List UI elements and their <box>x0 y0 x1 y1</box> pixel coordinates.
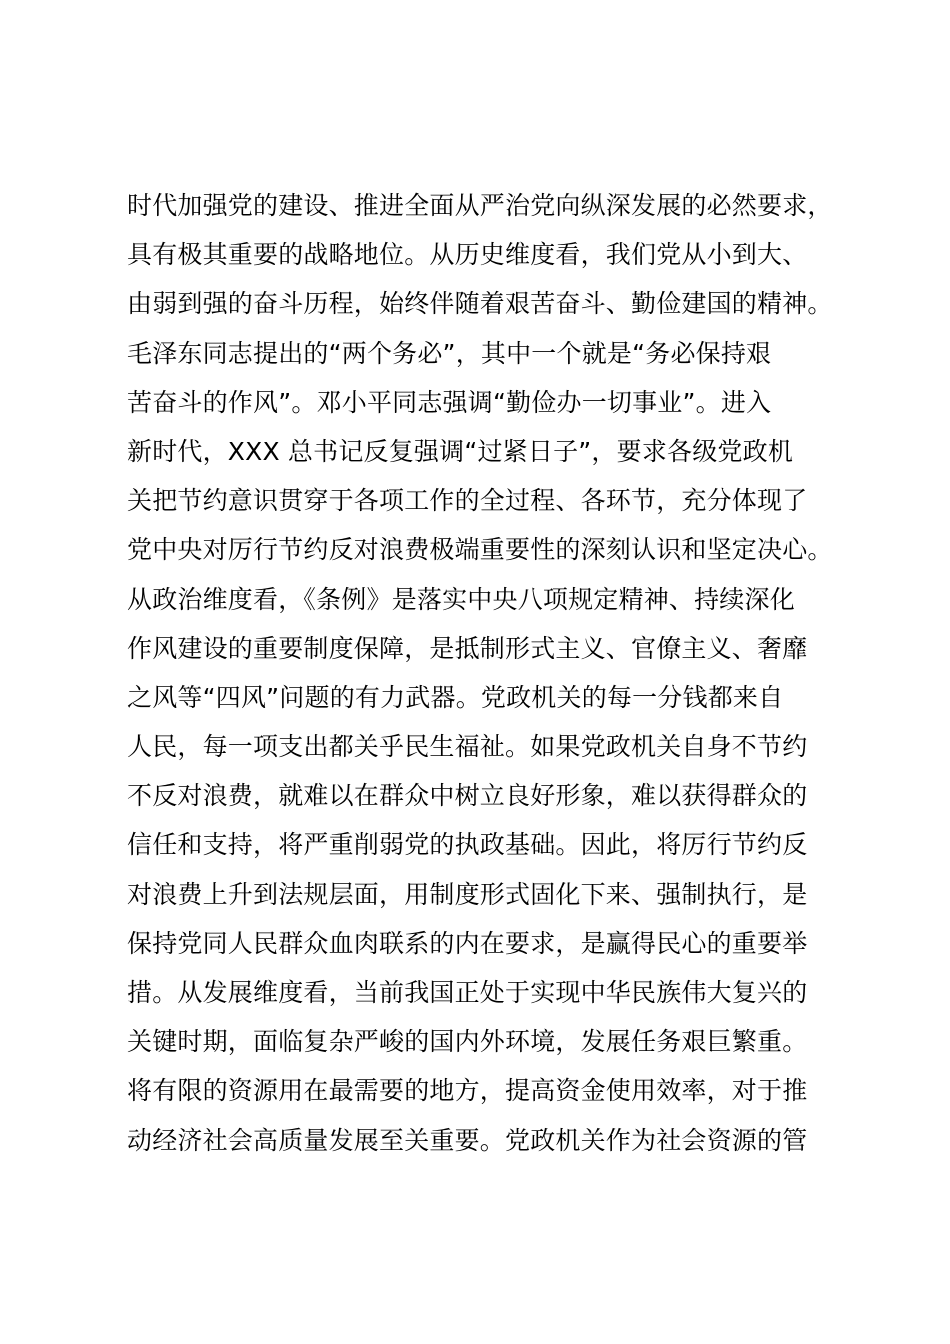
text-line: 人民，每一项支出都关乎民生福祉。如果党政机关自身不节约 <box>127 732 808 762</box>
text-line: 作风建设的重要制度保障，是抵制形式主义、官僚主义、奢靡 <box>127 633 808 663</box>
text-line: 信任和支持，将严重削弱党的执政基础。因此，将厉行节约反 <box>127 830 808 860</box>
text-line: 具有极其重要的战略地位。从历史维度看，我们党从小到大、 <box>127 240 808 270</box>
text-line: 毛泽东同志提出的“两个务必”，其中一个就是“务必保持艰 <box>127 338 772 368</box>
text-line: 新时代，XXX 总书记反复强调“过紧日子”，要求各级党政机 <box>127 436 794 466</box>
text-line: 动经济社会高质量发展至关重要。党政机关作为社会资源的管 <box>127 1125 808 1155</box>
text-line: 之风等“四风”问题的有力武器。党政机关的每一分钱都来自 <box>127 682 784 712</box>
text-line: 由弱到强的奋斗历程，始终伴随着艰苦奋斗、勤俭建国的精神。 <box>127 289 833 319</box>
text-line: 苦奋斗的作风”。邓小平同志强调“勤俭办一切事业”。进入 <box>127 387 772 417</box>
text-line: 从政治维度看，《条例》是落实中央八项规定精神、持续深化 <box>127 584 795 614</box>
text-line: 不反对浪费，就难以在群众中树立良好形象，难以获得群众的 <box>127 781 808 811</box>
body-text <box>127 181 867 1165</box>
text-line: 关键时期，面临复杂严峻的国内外环境，发展任务艰巨繁重。 <box>127 1027 808 1057</box>
text-line: 关把节约意识贯穿于各项工作的全过程、各环节，充分体现了 <box>127 486 808 516</box>
text-line: 将有限的资源用在最需要的地方，提高资金使用效率，对于推 <box>127 1076 808 1106</box>
text-line: 措。从发展维度看，当前我国正处于实现中华民族伟大复兴的 <box>127 978 808 1007</box>
text-line: 党中央对厉行节约反对浪费极端重要性的深刻认识和坚定决心。 <box>127 535 833 565</box>
text-line: 保持党同人民群众血肉联系的内在要求，是赢得民心的重要举 <box>127 928 808 958</box>
text-line: 时代加强党的建设、推进全面从严治党向纵深发展的必然要求， <box>127 191 833 220</box>
text-line: 对浪费上升到法规层面，用制度形式固化下来、强制执行，是 <box>127 879 808 909</box>
